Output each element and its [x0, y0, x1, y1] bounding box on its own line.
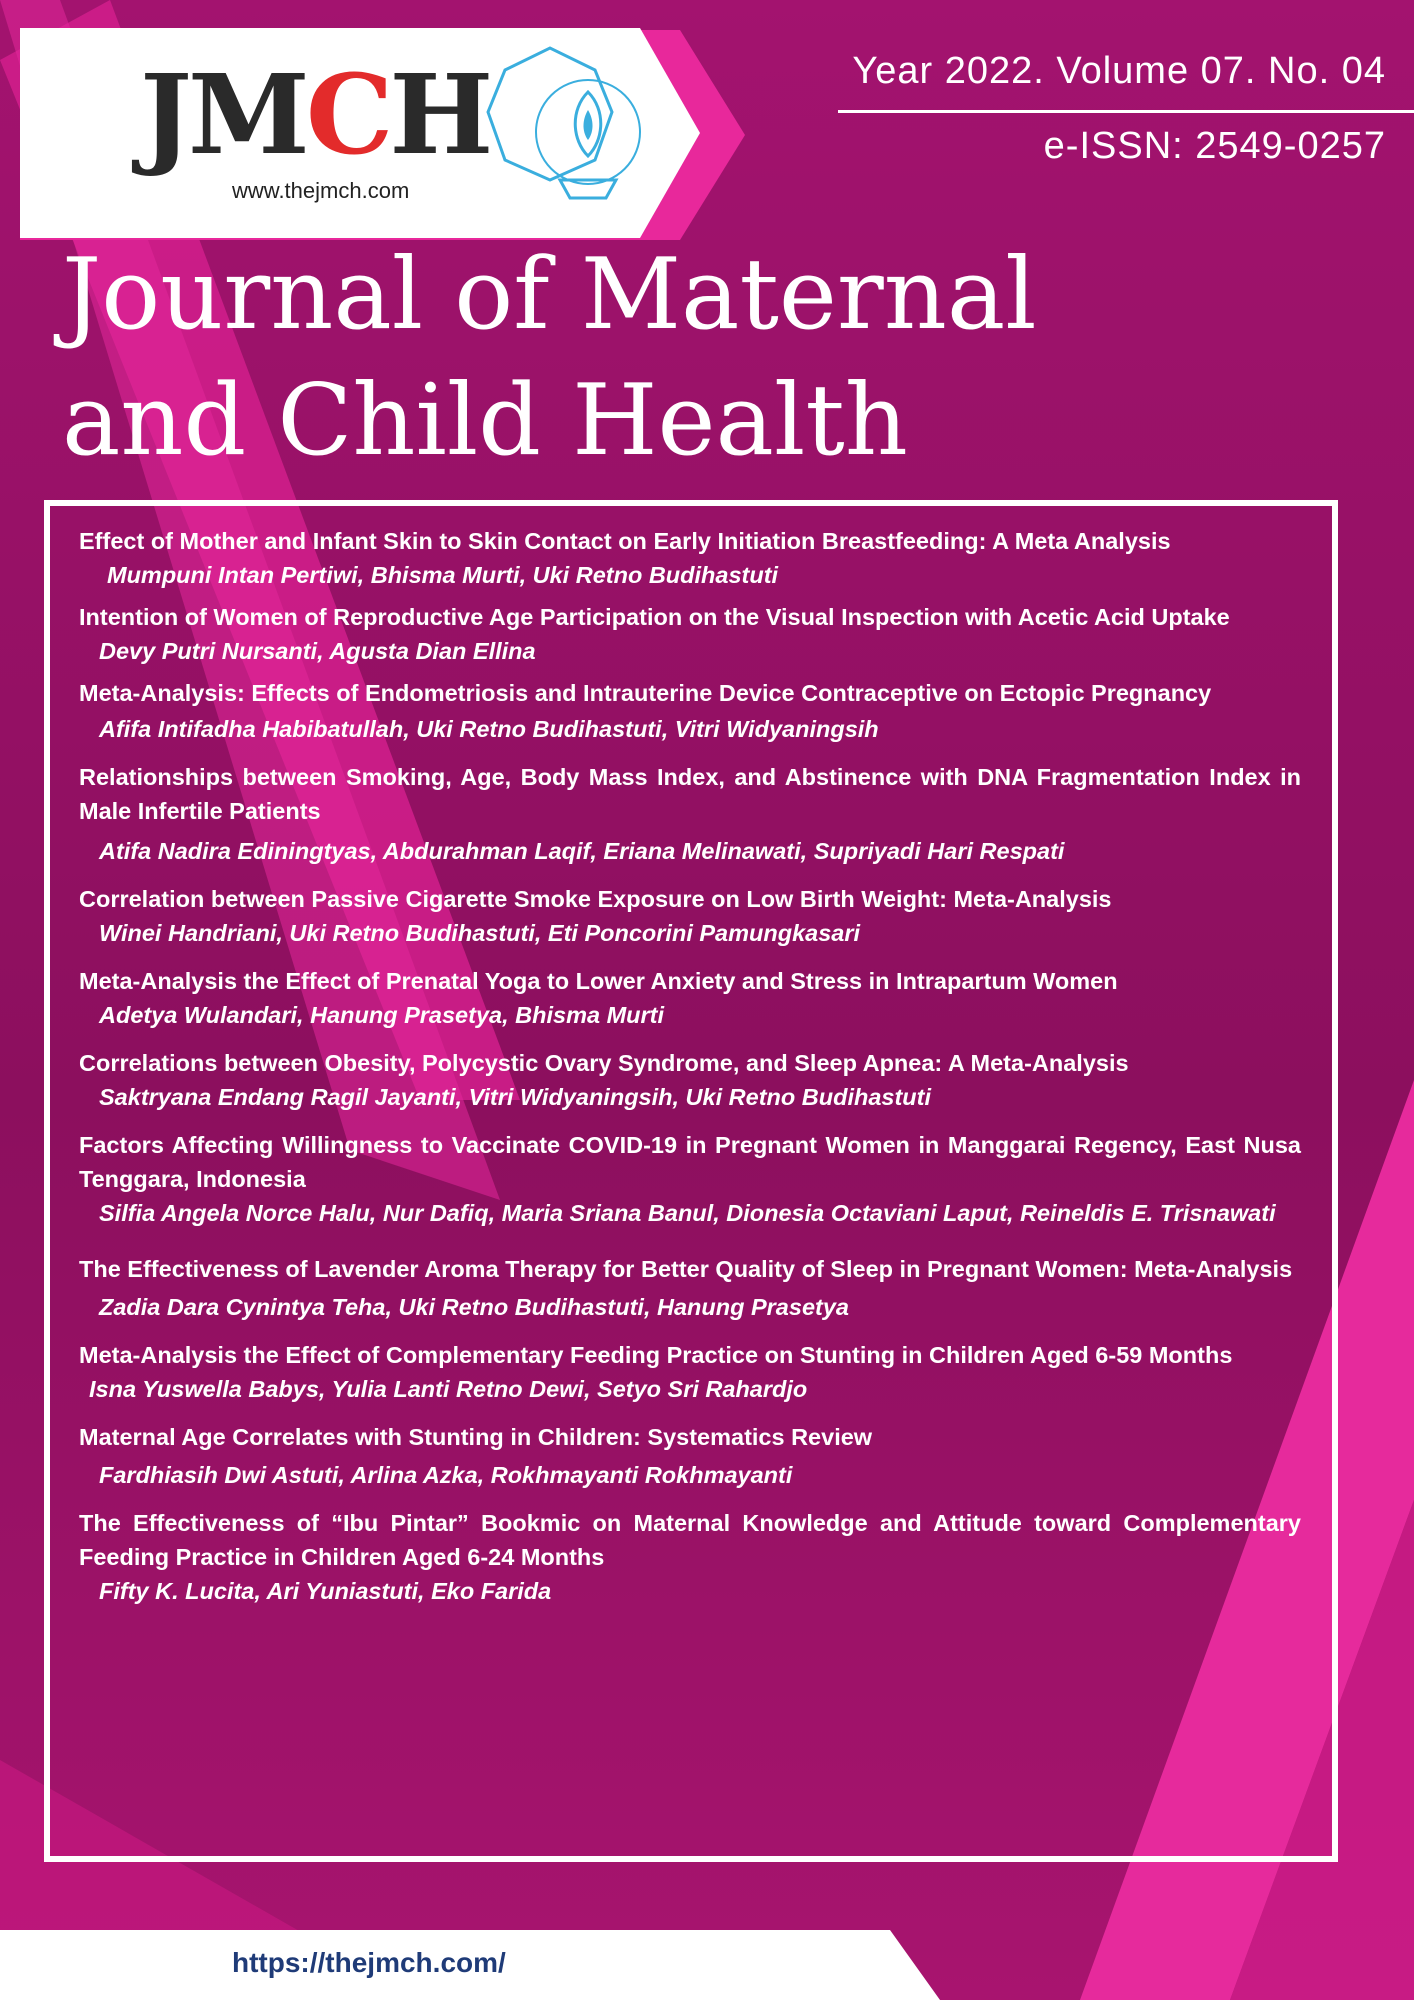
seal-caption — [0, 0, 1, 1]
article-authors: Silfia Angela Norce Halu, Nur Dafiq, Maria Sriana Banul, Dionesia Octaviani Laput, Reineldis E. Trisnawati — [99, 1200, 1276, 1226]
journal-title-line-1: Journal of Maternal — [62, 238, 1037, 352]
article-authors: Fifty K. Lucita, Ari Yuniastuti, Eko Farida — [99, 1578, 552, 1604]
article-title[interactable]: Maternal Age Correlates with Stunting in Children: Systematics Review — [79, 1424, 873, 1450]
article-authors: Adetya Wulandari, Hanung Prasetya, Bhisma Murti — [99, 1002, 664, 1028]
article-authors: Isna Yuswella Babys, Yulia Lanti Retno Dewi, Setyo Sri Rahardjo — [89, 1376, 808, 1402]
article-authors: Zadia Dara Cynintya Teha, Uki Retno Budihastuti, Hanung Prasetya — [99, 1294, 849, 1320]
article-title[interactable]: Meta-Analysis: Effects of Endometriosis and Intrauterine Device Contraceptive on Ectopic Pregnancy — [79, 680, 1212, 706]
article-authors: Mumpuni Intan Pertiwi, Bhisma Murti, Uki Retno Budihastuti — [107, 562, 779, 588]
journal-title — [62, 232, 1037, 484]
jmch-logo: JMCH — [140, 50, 490, 179]
article-title[interactable]: Intention of Women of Reproductive Age Participation on the Visual Inspection with Acetic Acid Uptake — [79, 604, 1230, 630]
issue-info: Year 2022. Volume 07. No. 04 — [852, 50, 1386, 92]
article-title[interactable]: Correlations between Obesity, Polycystic Ovary Syndrome, and Sleep Apnea: A Meta-Analysis — [79, 1050, 1129, 1076]
article-entry[interactable] — [79, 1046, 1301, 1114]
article-entry[interactable] — [79, 1506, 1301, 1608]
issue-divider — [838, 110, 1414, 113]
article-entry[interactable] — [79, 1420, 1301, 1492]
article-title[interactable]: Relationships between Smoking, Age, Body Mass Index, and Abstinence with DNA Fragmentation Index in Male Infertile Patients — [79, 764, 1301, 824]
article-authors: Winei Handriani, Uki Retno Budihastuti, Eti Poncorini Pamungkasari — [99, 920, 861, 946]
article-entry[interactable] — [79, 1128, 1301, 1230]
article-list — [79, 524, 1301, 1608]
article-title[interactable]: The Effectiveness of Lavender Aroma Therapy for Better Quality of Sleep in Pregnant Women: Meta-Analysis — [79, 1256, 1293, 1282]
issn-info: e-ISSN: 2549-0257 — [1043, 125, 1386, 167]
article-authors: Atifa Nadira Ediningtyas, Abdurahman Laqif, Eriana Melinawati, Supriyadi Hari Respati — [99, 838, 1065, 864]
article-entry[interactable] — [79, 524, 1301, 592]
table-of-contents — [44, 500, 1338, 1862]
website-link[interactable]: www.thejmch.com — [232, 178, 410, 203]
article-authors: Fardhiasih Dwi Astuti, Arlina Azka, Rokhmayanti Rokhmayanti — [99, 1462, 793, 1488]
article-title[interactable]: Effect of Mother and Infant Skin to Skin Contact on Early Initiation Breastfeeding: A Meta Analysis — [79, 528, 1171, 554]
footer-url-link[interactable]: https://thejmch.com/ — [232, 1947, 506, 1978]
article-title[interactable]: The Effectiveness of “Ibu Pintar” Bookmic on Maternal Knowledge and Attitude toward Complementary Feeding Practice in Children Aged 6-24 Months — [79, 1510, 1301, 1570]
article-entry[interactable] — [79, 760, 1301, 868]
article-entry[interactable] — [79, 1338, 1301, 1406]
article-authors: Devy Putri Nursanti, Agusta Dian Ellina — [99, 638, 536, 664]
article-entry[interactable] — [79, 1252, 1301, 1324]
article-entry[interactable] — [79, 600, 1301, 668]
article-entry[interactable] — [79, 882, 1301, 950]
article-title[interactable]: Correlation between Passive Cigarette Smoke Exposure on Low Birth Weight: Meta-Analysis — [79, 886, 1112, 912]
article-title[interactable]: Meta-Analysis the Effect of Prenatal Yoga to Lower Anxiety and Stress in Intrapartum Women — [79, 968, 1118, 994]
article-entry[interactable] — [79, 676, 1301, 746]
journal-title-line-2: and Child Health — [62, 364, 908, 478]
article-title[interactable]: Factors Affecting Willingness to Vaccinate COVID-19 in Pregnant Women in Manggarai Regency, East Nusa Tenggara, Indonesia — [79, 1132, 1301, 1192]
article-authors: Saktryana Endang Ragil Jayanti, Vitri Widyaningsih, Uki Retno Budihastuti — [99, 1084, 932, 1110]
article-authors: Afifa Intifadha Habibatullah, Uki Retno Budihastuti, Vitri Widyaningsih — [99, 716, 879, 742]
article-entry[interactable] — [79, 964, 1301, 1032]
article-title[interactable]: Meta-Analysis the Effect of Complementary Feeding Practice on Stunting in Children Aged 6-59 Months — [79, 1342, 1233, 1368]
